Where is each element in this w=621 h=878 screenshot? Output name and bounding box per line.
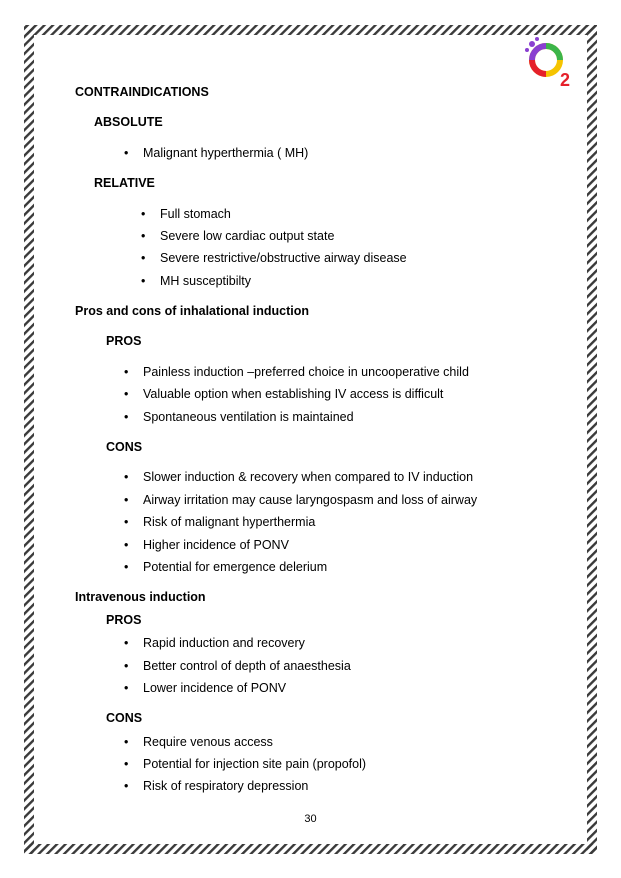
section-heading-contraindications: CONTRAINDICATIONS [75,85,209,99]
list-item: Risk of respiratory depression [143,779,309,793]
list-item: Severe low cardiac output state [160,229,335,243]
list-item: Painless induction –preferred choice in uncooperative child [143,365,469,379]
list-item: Better control of depth of anaesthesia [143,659,351,673]
bullet-icon: • [124,636,129,650]
bullet-icon: • [124,659,129,673]
svg-text:2: 2 [560,70,571,90]
list-item: Potential for injection site pain (propofol) [143,757,367,771]
section-heading-inhalational: Pros and cons of inhalational induction [75,304,310,318]
o2-logo-icon [524,36,580,90]
list-item: Require venous access [143,735,273,749]
bullet-icon: • [124,470,129,484]
bullet-icon: • [124,538,129,552]
list-item: Slower induction & recovery when compared to IV induction [143,470,474,484]
bullet-icon: • [124,779,129,793]
bullet-icon: • [141,251,146,265]
subheading-cons: CONS [106,440,143,454]
list-item: Severe restrictive/obstructive airway disease [160,251,407,265]
list-item: Risk of malignant hyperthermia [143,515,316,529]
list-item: Valuable option when establishing IV access is difficult [143,387,444,401]
bullet-icon: • [124,410,129,424]
bullet-icon: • [124,560,129,574]
bullet-icon: • [141,229,146,243]
bullet-icon: • [124,146,129,160]
subheading-absolute: ABSOLUTE [94,115,163,129]
subheading-pros: PROS [106,613,142,627]
list-item: Full stomach [160,207,231,221]
list-item: MH susceptibilty [160,274,251,288]
page-number: 30 [304,813,317,825]
bullet-icon: • [124,365,129,379]
subheading-relative: RELATIVE [94,176,155,190]
list-item: Lower incidence of PONV [143,681,287,695]
bullet-icon: • [141,207,146,221]
bullet-icon: • [124,735,129,749]
bullet-icon: • [141,274,146,288]
bullet-icon: • [124,681,129,695]
list-item: Spontaneous ventilation is maintained [143,410,354,424]
subheading-cons: CONS [106,711,143,725]
list-item: Airway irritation may cause laryngospasm and loss of airway [143,493,478,507]
bullet-icon: • [124,757,129,771]
subheading-pros: PROS [106,334,142,348]
section-heading-intravenous: Intravenous induction [75,590,206,604]
bullet-icon: • [124,493,129,507]
bullet-icon: • [124,515,129,529]
list-item: Malignant hyperthermia ( MH) [143,146,309,160]
list-item: Potential for emergence delerium [143,560,328,574]
list-item: Rapid induction and recovery [143,636,305,650]
bullet-icon: • [124,387,129,401]
list-item: Higher incidence of PONV [143,538,289,552]
